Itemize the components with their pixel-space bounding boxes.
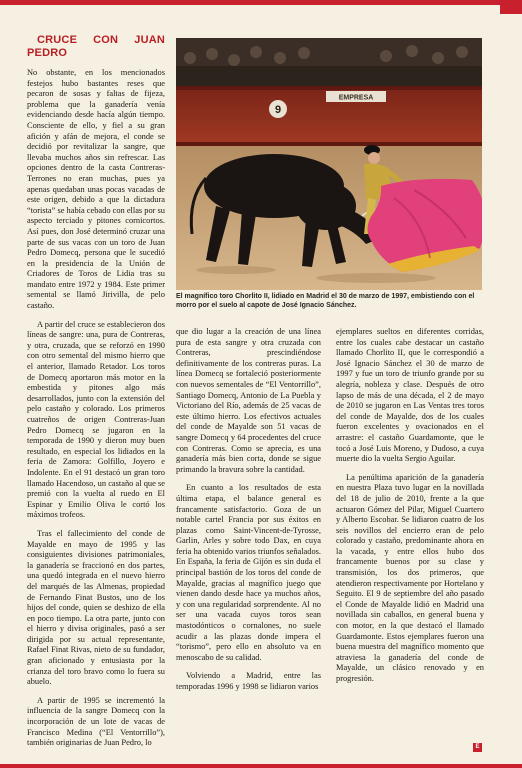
photo-caption: El magnífico toro Chorlito II, lidiado en Madrid el 30 de marzo de 1997, embistiendo con el morro por el suelo al capote de José Ignacio Sánchez. bbox=[176, 293, 475, 309]
top-accent-bar bbox=[0, 0, 522, 5]
paragraph: A partir de 1995 se incrementó la influencia de la sangre Domecq con la incorporación de un lote de vacas de Francisco Medina (“El Ventorrillo”), también originarias de Juan Pedro, lo bbox=[27, 695, 165, 748]
paragraph: La penúltima aparición de la ganadería en nuestra Plaza tuvo lugar en la novillada del 18 de julio de 2010, frente a la que actuaron Gómez del Pilar, Miguel Cuartero y Alberto Escobar. Se lidiaron cuatro de los seis novillos del encierro eran de pelo colorado y castaño, predominante ahora en la vacada, y entre ellos hubo dos francamente buenos por su clase y transmisión, los dos primeros, que atendieron respectivamente por Hortelano y Seguito. El 9 de septiembre del año pasado el Conde de Mayalde lidió en Madrid una novillada sin caballos, en general buena y con motor, en la que destacó el llamado Guardamonte. Estos ejemplares fueron una buena muestra del magnífico momento que atraviesa la ganadería del conde de Mayalde, un clásico renovado y en progresión. bbox=[336, 472, 484, 683]
barrier-banner-text: EMPRESA bbox=[338, 94, 374, 102]
middle-column bbox=[176, 327, 321, 701]
page-end-square-icon: E bbox=[473, 743, 482, 752]
paragraph: No obstante, en los mencionados festejos hubo bastantes reses que pecaron de sosas y faltas de fijeza, problema que la ganadería venía evidenciando desde hacía algún tiempo. Consciente de ello, y fiel a su gran afición y afán de mejora, el conde se decidió por revitalizar la sangre, que llevaba muchos años sin refrescar. Las opciones dentro de la casta Contreras-Terrones no eran muchas, pues ya apenas quedaban unas pocas vacadas de este origen, debido a que la dictadura “torista” se había cebado con ellas por su aspecto terciado y pitones cornicortos. Así pues, don José determinó cruzar una parte de sus vacas con un toro de Juan Pedro Domecq, persona que le sucedió en la presidencia de la Unión de Criadores de Toros de Lidia tras su mandato entre 1972 y 1984. Este primer semental se llamó Jirivilla, de pelo castaño. bbox=[27, 68, 165, 311]
paragraph: Volviendo a Madrid, entre las temporadas 1996 y 1998 se lidiaron varios bbox=[176, 671, 321, 691]
bottom-accent-bar bbox=[0, 764, 522, 768]
left-column bbox=[27, 34, 165, 757]
top-accent-tab bbox=[500, 0, 522, 14]
paragraph: ejemplares sueltos en diferentes corridas, entre los cuales cabe destacar un castaño llamado Chorlito II, que le correspondió a José Ignacio Sánchez el 30 de marzo de 1997 y fue un toro de triunfo grande por su alegría, nobleza y clase. Después de otro lapso de más de una década, el 2 de mayo de 2010 se jugaron en Las Ventas tres toros del conde de Mayalde, dos de los cuales fueron excelentes y ovacionados en el arrastre: el castaño Guardamonte, que le tocó a José Luis Moreno, y Dudoso, a cuya muerte dio la vuelta Sergio Aguilar. bbox=[336, 327, 484, 464]
paragraph: Tras el fallecimiento del conde de Mayalde en mayo de 1995 y las consiguientes divisiones patrimoniales, la ganadería se fraccionó en dos partes, una quedó integrada en el nuevo hierro del marqués de las Almenas, propiedad de Fernando Finat Bustos, uno de los hijos del conde, quien se deshizo de ella en poco tiempo. La otra parte, junto con el hierro y divisa originales, pasó a ser dirigida por su actual representante, Rafael Finat Rivas, nieto de su fundador, gran aficionado y entusiasta por la crianza del toro bravo como lo fuera su abuelo. bbox=[27, 528, 165, 687]
right-column bbox=[336, 327, 484, 693]
paragraph: que dio lugar a la creación de una línea pura de esta sangre y otra cruzada con Contreras, prescindiéndose definitivamente de los contreras puras. La línea Domecq se fortaleció posteriormente con nuevos sementales de “El Ventorrillo”, Santiago Domecq, Antonio de La Puebla y Victoriano del Río, además de 25 vacas de este último hierro. Los efectivos actuales del conde de Mayalde son 51 vacas de sangre Domecq y 64 procedentes del cruce con Contreras. Como se aprecia, es una ganadería más bien corta, donde se sigue primando la bravura sobre la cantidad. bbox=[176, 327, 321, 474]
paragraph: En cuanto a los resultados de esta última etapa, el balance general es francamente satisfactorio. Goza de un notable cartel Francia por sus éxitos en plazas como Saint-Vincent-de-Tyrosse, Garlin, Arles y sobre todo Dax, en cuya feria ha obtenido varios triunfos señalados. En España, la feria de Gijón es sin duda el principal bastión de los toros del conde de Mayalde, gracias al magnífico juego que vienen dando desde hace ya muchos años, y con una regularidad sorprendente. Al no ser una vacada cuyos toros sean mastodónticos o cornalones, no suele acudir a las plazas donde impera el “torismo”, pero ello en absoluto va en menoscabo de su calidad. bbox=[176, 483, 321, 662]
paragraph: A partir del cruce se establecieron dos líneas de sangre: una, pura de Contreras, y otra, cruzada, que se reforzó en 1990 con otro semental del mismo hierro que el anterior, llamado Retador. Los toros de Domecq aportaron más motor en la embestida y pitones algo más desarrollados, junto con la extensión del pelo castaño y colorado. Los primeros cuatreños de origen Contreras-Juan Pedro Domecq se jugaron en la temporada de 1990 y dieron muy buen resultado, en especial los lidiados en la feria de Zamora: Golfillo, Joyero e Indolente. En el 91 destacó un gran toro llamado Hacendoso, un castaño al que se premió con la vuelta al ruedo en El Espinar y Emilio Oliva le cortó los máximos trofeos. bbox=[27, 319, 165, 520]
barrier-number: 9 bbox=[274, 104, 282, 116]
section-heading: CRUCE CON JUAN PEDRO bbox=[27, 34, 165, 59]
bullfight-photo bbox=[176, 38, 482, 290]
